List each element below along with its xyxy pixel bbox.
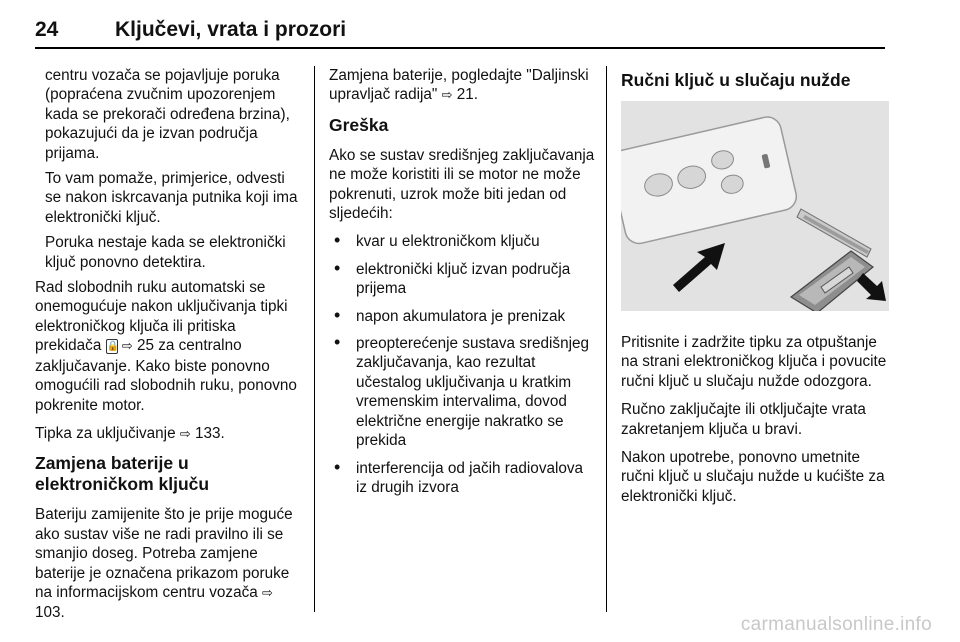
watermark: carmanualsonline.info — [740, 614, 932, 635]
column-left — [35, 66, 303, 632]
paragraph — [35, 278, 303, 415]
paragraph-text: za centralno zaključavanje. Kako biste ponovno omogućili rad slobodnih ruku, ponovno pokrenite motor. — [35, 337, 297, 414]
paragraph — [35, 424, 303, 444]
column-divider — [314, 66, 315, 612]
page-header — [35, 10, 885, 50]
section-heading: Zamjena baterije u elektroničkom ključu — [35, 453, 210, 495]
list-item: • interferencija od jačih radiovalova iz drugih izvora — [329, 459, 597, 498]
paragraph: centru vozača se pojavljuje poruka (popraćena zvučnim upozorenjem kada se prekorači određena brzina), pokazujući da je izvan područja prijama. — [45, 67, 290, 162]
emergency-key-illustration — [621, 101, 889, 311]
paragraph-text: Zamjena baterije, pogledajte "Daljinski upravljač radija" — [329, 67, 589, 104]
page-reference[interactable]: 103. — [35, 604, 65, 622]
paragraph: Ručno zaključajte ili otključajte vrata zakretanjem ključa u bravi. — [621, 401, 866, 438]
paragraph: To vam pomaže, primjerice, odvesti se nakon iskrcavanja putnika koji ima elektronički ključ. — [45, 170, 298, 226]
page-reference-arrow-icon: ⇨ — [121, 339, 133, 355]
paragraph-text: Bateriju zamijenite što je prije moguće ako sustav više ne radi pravilno ili se smanjio doseg. Potreba zamjene baterije je označena prikazom poruke na informacijskom centru vozača — [35, 506, 293, 601]
header-rule — [35, 47, 885, 49]
paragraph-text: Rad slobodnih ruku automatski se onemogućuje nakon uključivanja tipki elektroničkog ključa ili pritiska prekidača — [35, 279, 288, 355]
column-divider — [606, 66, 607, 612]
lock-switch-icon: 🔒 — [106, 341, 120, 353]
paragraph: Pritisnite i zadržite tipku za otpuštanje na strani elektroničkog ključa i povucite ručni ključ u slučaju nužde odozgora. — [621, 334, 887, 390]
page-reference-arrow-icon: ⇨ — [262, 585, 273, 601]
page-number: 24 — [35, 18, 59, 41]
paragraph-text: Tipka za uključivanje — [35, 424, 176, 442]
column-middle — [329, 66, 597, 505]
column-right — [621, 66, 889, 515]
section-heading: Ručni ključ u slučaju nužde — [621, 70, 851, 90]
list-item: • kvar u elektroničkom ključu — [329, 232, 597, 251]
page-reference-arrow-icon: ⇨ — [441, 88, 453, 104]
paragraph — [35, 505, 303, 622]
list-item: • preopterećenje sustava središnjeg zaključavanja, kao rezultat učestalog uključivanja u kratkim vremenskim intervalima, dovod električne energije nakratko se prekida — [329, 334, 597, 450]
page-reference[interactable]: 21. — [456, 86, 478, 104]
paragraph: Poruka nestaje kada se elektronički ključ ponovno detektira. — [45, 234, 286, 271]
page-title: Ključevi, vrata i prozori — [115, 18, 347, 41]
paragraph — [329, 66, 597, 106]
list-item: • elektronički ključ izvan područja prijema — [329, 260, 597, 299]
bullet-list — [329, 232, 597, 497]
page-reference-arrow-icon: ⇨ — [179, 426, 191, 442]
paragraph: Nakon upotrebe, ponovno umetnite ručni ključ u slučaju nužde u kućište za elektronički ključ. — [621, 449, 885, 505]
page-reference[interactable]: 133. — [194, 424, 225, 442]
list-item: • napon akumulatora je prenizak — [329, 307, 597, 326]
paragraph: Ako se sustav središnjeg zaključavanja ne može koristiti ili se motor ne može pokrenuti, uzrok može biti jedan od sljedećih: — [329, 146, 595, 223]
section-heading: Greška — [329, 114, 389, 135]
page-reference[interactable]: 25 — [136, 337, 154, 355]
